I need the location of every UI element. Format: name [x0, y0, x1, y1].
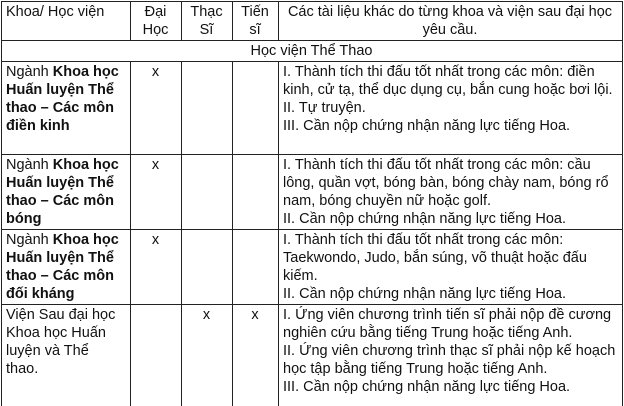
faculty-name	[2, 230, 131, 305]
document-line: II. Cần nộp chứng nhận năng lực tiếng Hoa.	[283, 211, 567, 227]
document-line: II. Cần nộp chứng nhận năng lực tiếng Hoa.	[283, 286, 567, 302]
faculty-name	[2, 62, 131, 155]
faculty-prefix: Ngành	[6, 64, 53, 80]
faculty-name	[2, 305, 131, 406]
faculty-name	[2, 155, 131, 230]
master-mark	[182, 155, 233, 230]
documents-cell	[279, 155, 623, 230]
undergraduate-mark	[131, 305, 182, 406]
document-line: III. Cần nộp chứng nhận năng lực tiếng Hoa.	[283, 118, 571, 134]
faculty-prefix: Ngành	[6, 232, 53, 248]
section-title: Học viện Thể Thao	[2, 41, 623, 62]
documents-cell	[279, 305, 623, 406]
document-line: I. Thành tích thi đấu tốt nhất trong các môn: cầu lông, quần vợt, bóng bàn, bóng chày nam, bóng rổ nam, bóng chuyền nữ hoặc golf.	[283, 157, 609, 209]
doctorate-mark	[233, 155, 279, 230]
faculty-prefix: Ngành	[6, 157, 53, 173]
documents-cell	[279, 230, 623, 305]
master-mark	[182, 62, 233, 155]
doctorate-mark: x	[233, 305, 279, 406]
undergraduate-mark: x	[131, 155, 182, 230]
undergraduate-mark: x	[131, 62, 182, 155]
header-undergraduate: Đại Học	[131, 2, 182, 41]
document-line: III. Cần nộp chứng nhận năng lực tiếng Hoa.	[283, 379, 571, 395]
table-header-row	[2, 2, 623, 41]
document-line: I. Thành tích thi đấu tốt nhất trong các môn: Taekwondo, Judo, bắn súng, võ thuật hoặc đấu kiếm.	[283, 232, 587, 284]
faculty-name-bold: Khoa học Huấn luyện Thể thao – Các môn đối kháng	[6, 232, 119, 302]
doctorate-mark	[233, 62, 279, 155]
undergraduate-mark: x	[131, 230, 182, 305]
table-row	[2, 62, 623, 155]
header-documents: Các tài liệu khác do từng khoa và viện sau đại học yêu cầu.	[279, 2, 623, 41]
document-line: I. Ứng viên chương trình tiến sĩ phải nộp đề cương nghiên cứu bằng tiếng Trung hoặc tiếng Anh.	[283, 307, 612, 341]
faculty-name-plain: Viện Sau đại học Khoa học Huấn luyện và Thể thao.	[6, 307, 116, 377]
document-line: I. Thành tích thi đấu tốt nhất trong các môn: điền kinh, cử tạ, thể dục dụng cụ, bắn cung hoặc bơi lội.	[283, 64, 613, 98]
table-row	[2, 230, 623, 305]
table-row	[2, 155, 623, 230]
header-doctorate: Tiến sĩ	[233, 2, 279, 41]
master-mark	[182, 230, 233, 305]
header-faculty: Khoa/ Học viện	[2, 2, 131, 41]
document-line: II. Tự truyện.	[283, 100, 366, 116]
table-row	[2, 305, 623, 406]
requirements-table	[1, 1, 623, 406]
doctorate-mark	[233, 230, 279, 305]
master-mark: x	[182, 305, 233, 406]
header-master: Thạc Sĩ	[182, 2, 233, 41]
faculty-name-bold: Khoa học Huấn luyện Thể thao – Các môn điền kinh	[6, 64, 119, 134]
document-line: II. Ứng viên chương trình thạc sĩ phải nộp kế hoạch học tập bằng tiếng Trung hoặc tiếng Anh.	[283, 343, 616, 377]
faculty-name-bold: Khoa học Huấn luyện Thể thao – Các môn bóng	[6, 157, 119, 227]
documents-cell	[279, 62, 623, 155]
section-row	[2, 41, 623, 62]
